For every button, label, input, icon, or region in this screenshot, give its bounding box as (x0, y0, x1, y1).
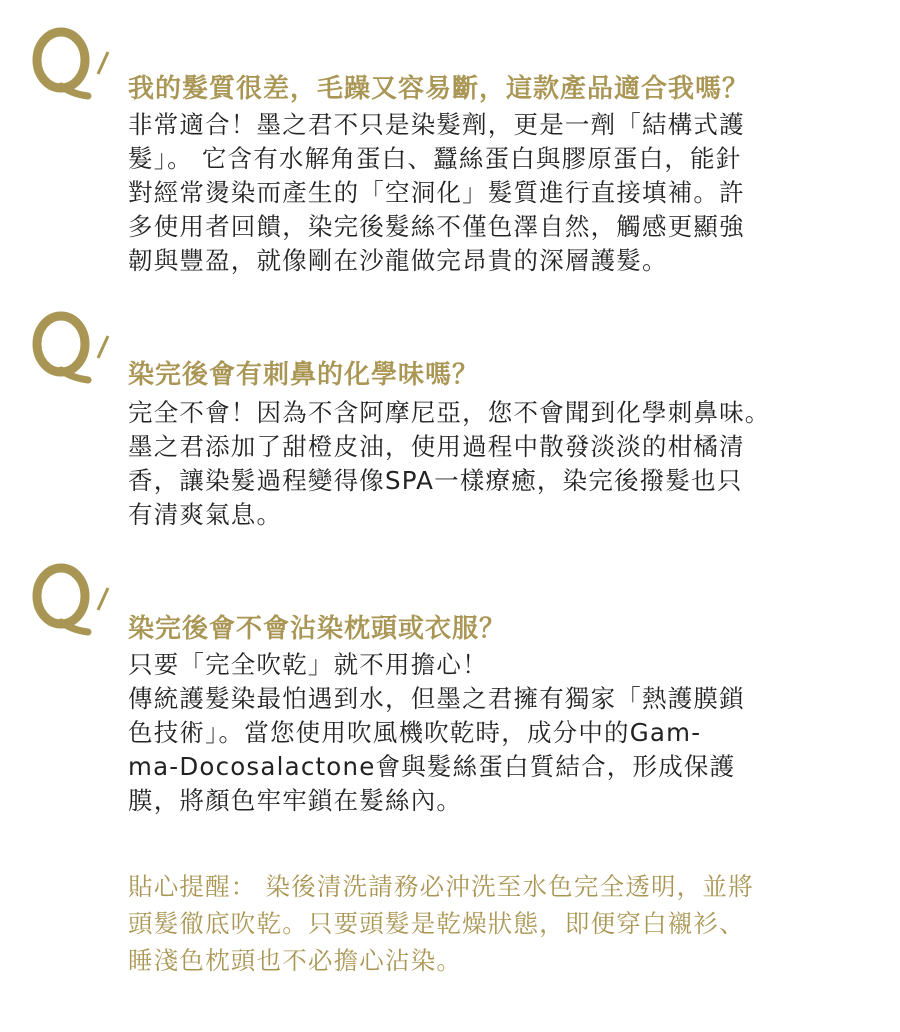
answer-line: 膜，將顏色牢牢鎖在髮絲內。 (128, 786, 463, 815)
care-tip (128, 868, 858, 979)
answer-line: 傳統護髮染最怕遇到水，但墨之君擁有獨家「熱護膜鎖 (128, 684, 745, 713)
tip-line: 貼心提醒： 染後清洗請務必沖洗至水色完全透明，並將 (128, 872, 754, 901)
tip-line: 頭髮徹底吹乾。只要頭髮是乾燥狀態，即便穿白襯衫、 (128, 909, 745, 938)
question-title: 我的髮質很差，毛躁又容易斷，這款產品適合我嗎？ (128, 74, 750, 104)
answer-line: 有清爽氣息。 (128, 500, 283, 529)
answer-line: 只要「完全吹乾」就不用擔心！ (128, 650, 488, 679)
answer-line: ma-Docosalactone會與髮絲蛋白質結合，形成保護 (128, 752, 736, 781)
answer-line: 墨之君添加了甜橙皮油，使用過程中散發淡淡的柑橘清 (128, 432, 745, 461)
answer-line: 對經常燙染而產生的「空洞化」髮質進行直接填補。許 (128, 178, 745, 207)
answer-line: 髮」。 它含有水解角蛋白、蠶絲蛋白與膠原蛋白，能針 (128, 144, 742, 173)
answer-line: 韌與豐盈，就像剛在沙龍做完昂貴的深層護髮。 (128, 246, 668, 275)
answer-line: 多使用者回饋，染完後髮絲不僅色澤自然，觸感更顯強 (128, 212, 745, 241)
answer-text (128, 396, 848, 532)
answer-text (128, 648, 848, 818)
question-title: 染完後會不會沾染枕頭或衣服？ (128, 614, 507, 644)
q-letter-icon (28, 22, 120, 108)
answer-line: 色技術」。當您使用吹風機吹乾時，成分中的Gam- (128, 718, 702, 747)
answer-line: 非常適合！墨之君不只是染髮劑，更是一劑「結構式護 (128, 110, 745, 139)
answer-line: 完全不會！因為不含阿摩尼亞，您不會聞到化學刺鼻味。 (128, 398, 771, 427)
q-letter-icon (28, 558, 120, 644)
q-letter-icon (28, 306, 120, 392)
tip-line: 睡淺色枕頭也不必擔心沾染。 (128, 946, 463, 975)
question-title: 染完後會有刺鼻的化學味嗎？ (128, 360, 480, 390)
answer-line: 香，讓染髮過程變得像SPA一樣療癒，染完後撥髮也只 (128, 466, 743, 495)
answer-text (128, 108, 848, 278)
